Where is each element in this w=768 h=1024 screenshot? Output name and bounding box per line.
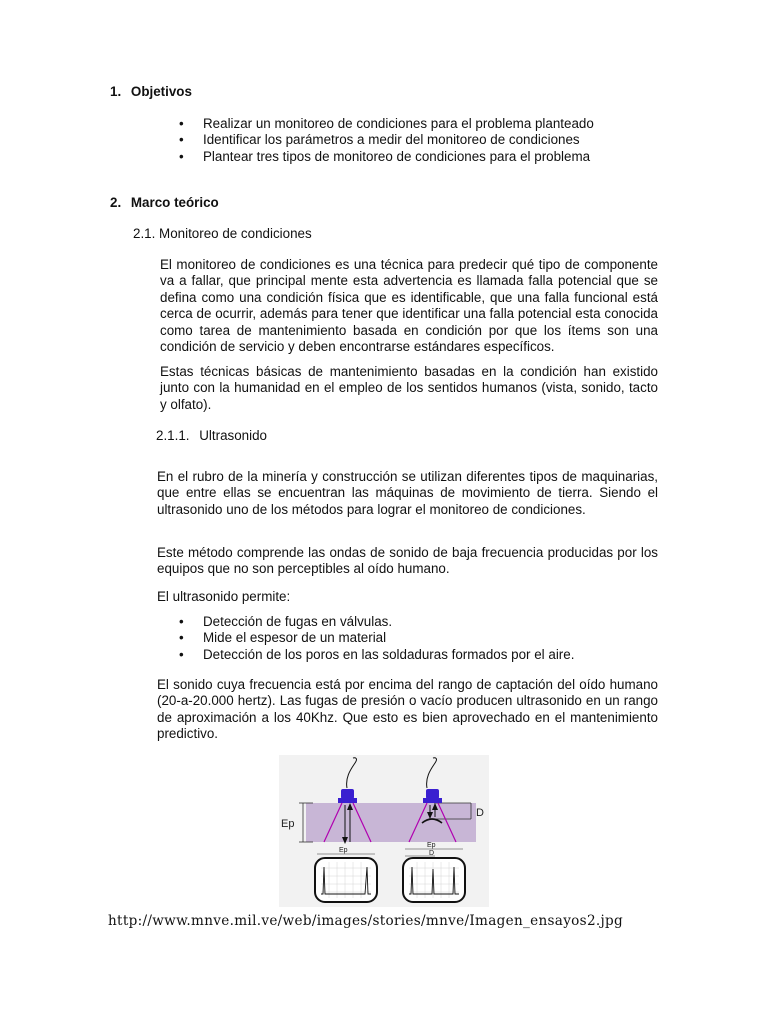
bullet-icon: • xyxy=(179,148,184,164)
bullet-icon: • xyxy=(179,116,184,131)
bullet-icon: • xyxy=(179,646,184,662)
paragraph: En el rubro de la minería y construcción se utilizan diferentes tipos de maquinarias, que entre ellas se encuentran las máquinas de movimiento de tierra. Siendo el ultrasonido uno de los métodos para lograr el monitoreo de condiciones. xyxy=(157,469,658,517)
section-1-title: Objetivos xyxy=(130,84,192,99)
section-1-heading xyxy=(110,84,192,100)
screen-1-ep-label: Ep xyxy=(339,847,348,854)
paragraph: El ultrasonido permite: xyxy=(157,589,291,604)
list-item: • Plantear tres tipos de monitoreo de condiciones para el problema xyxy=(179,148,591,164)
paragraph: Estas técnicas básicas de mantenimiento basadas en la condición han existido junto con la humanidad en el empleo de los sentidos humanos (vista, sonido, tacto y olfato). xyxy=(160,364,658,412)
paragraph: El sonido cuya frecuencia está por encima del rango de captación del oído humano (20-a-20.000 hertz). Las fugas de presión o vacío producen ultrasonido en un rango de aproximación a los 40Khz. Que esto es bien aprovechado en el mantenimiento predictivo. xyxy=(157,677,658,742)
list-item: • Detección de los poros en las soldaduras formados por el aire. xyxy=(179,646,575,662)
ultrasound-diagram xyxy=(279,755,489,907)
screen-2-d-label: D xyxy=(429,850,435,857)
bullet-icon: • xyxy=(179,132,184,148)
probe-1 xyxy=(341,789,354,799)
bullet-icon: • xyxy=(179,614,184,629)
paragraph: Este método comprende las ondas de sonido de baja frecuencia producidas por los equipos que no son perceptibles al oído humano. xyxy=(157,545,658,577)
section-2-heading xyxy=(110,195,219,211)
screen-2-ep-label: Ep xyxy=(427,842,436,849)
list-item: • Realizar un monitoreo de condiciones para el problema planteado xyxy=(179,116,594,131)
ultrasound-figure xyxy=(279,755,489,907)
subsubsection-number: 2.1.1. xyxy=(156,428,190,443)
subsubsection-heading xyxy=(156,428,267,444)
d-dimension-label: D xyxy=(476,807,484,819)
list-item: • Detección de fugas en válvulas. xyxy=(179,614,393,629)
material-block xyxy=(306,803,476,842)
subsubsection-title: Ultrasonido xyxy=(199,428,267,443)
subsection-heading: 2.1. Monitoreo de condiciones xyxy=(133,226,312,241)
section-1-number: 1. xyxy=(110,84,122,99)
paragraph: El monitoreo de condiciones es una técnica para predecir qué tipo de componente va a fallar, que principal mente esta advertencia es llamada falla potencial que se defina como una condición física que es identificable, que una falla funcional está cerca de ocurrir, además para tener que identificar una falla potencial esta conocida como tarea de mantenimiento basada en condición por que los ítems son una condición de servicio y deben encontrarse estándares específicos. xyxy=(160,257,658,355)
section-2-number: 2. xyxy=(110,195,122,210)
ep-dimension-label: Ep xyxy=(281,818,295,830)
section-2-title: Marco teórico xyxy=(130,195,219,210)
list-item: • Mide el espesor de un material xyxy=(179,630,387,646)
objectives-list xyxy=(176,116,594,165)
bullet-icon: • xyxy=(179,630,184,646)
image-source-url: http://www.mnve.mil.ve/web/images/stories/mnve/Imagen_ensayos2.jpg xyxy=(108,913,624,929)
list-item: • Identificar los parámetros a medir del monitoreo de condiciones xyxy=(179,132,580,148)
probe-2 xyxy=(426,789,439,799)
ultrasound-uses-list xyxy=(176,614,574,663)
